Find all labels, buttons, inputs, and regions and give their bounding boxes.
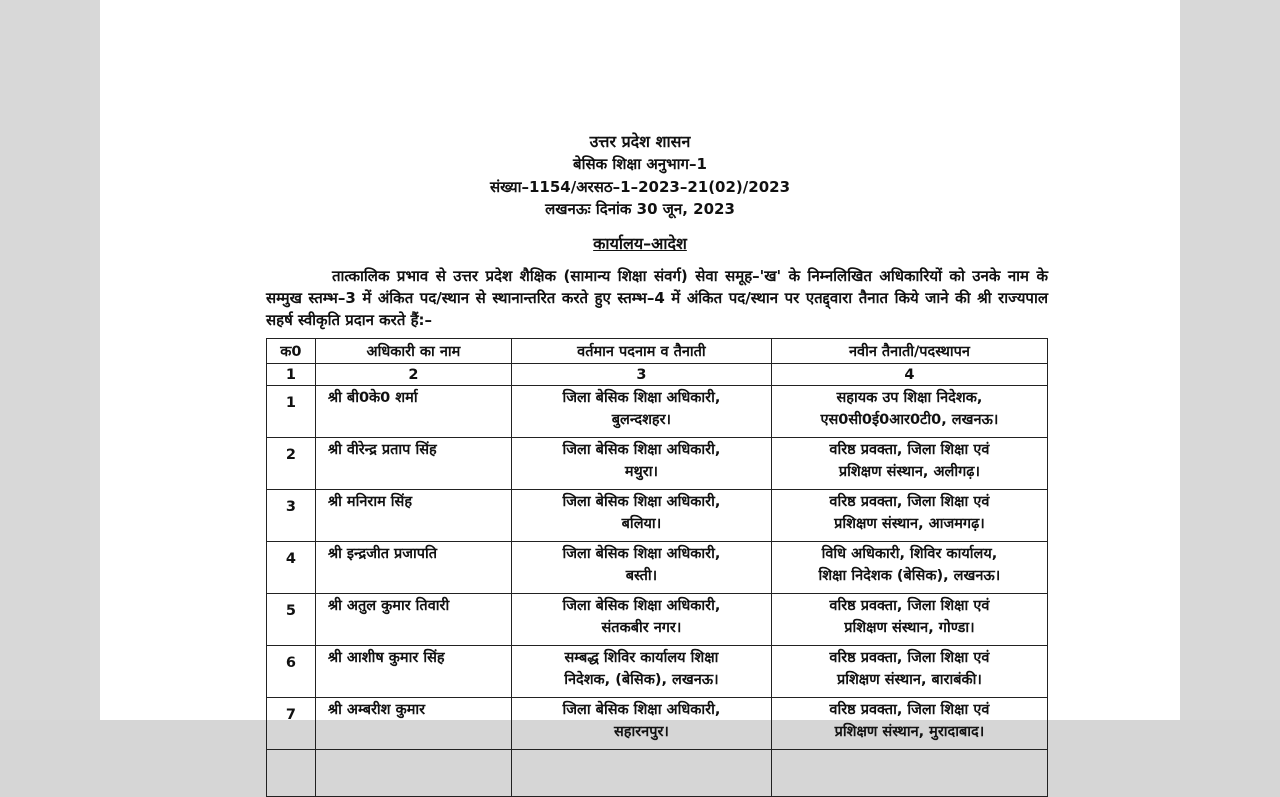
cell-cut-off — [315, 750, 511, 797]
current-post — [512, 438, 772, 490]
column-number: 4 — [771, 364, 1047, 386]
current-post — [512, 594, 772, 646]
current-post — [512, 698, 772, 750]
new-post-line: एस0सी0ई0आर0टी0, लखनऊ। — [820, 412, 999, 428]
new-post-line: प्रशिक्षण संस्थान, गोण्डा। — [844, 620, 975, 636]
new-post-line: वरिष्ठ प्रवक्ता, जिला शिक्षा एवं — [829, 650, 990, 666]
current-post-line: बुलन्दशहर। — [611, 412, 672, 428]
header-new-post: नवीन तैनाती/पदस्थापन — [771, 339, 1047, 364]
current-post-line: मथुरा। — [624, 464, 658, 480]
cell-cut-off — [512, 750, 772, 797]
current-post-line: बलिया। — [621, 516, 662, 532]
officer-name: श्री इन्द्रजीत प्रजापति — [315, 542, 511, 594]
serial-number: 4 — [267, 542, 316, 594]
header-officer-name: अधिकारी का नाम — [315, 339, 511, 364]
current-post-line: जिला बेसिक शिक्षा अधिकारी, — [562, 494, 721, 510]
officer-name: श्री अम्बरीश कुमार — [315, 698, 511, 750]
officer-name: श्री वीरेन्द्र प्रताप सिंह — [315, 438, 511, 490]
column-number-row — [267, 364, 1048, 386]
current-post-line: सम्बद्ध शिविर कार्यालय शिक्षा — [564, 650, 719, 666]
new-post-line: वरिष्ठ प्रवक्ता, जिला शिक्षा एवं — [829, 494, 990, 510]
serial-number: 2 — [267, 438, 316, 490]
header-current-post: वर्तमान पदनाम व तैनाती — [512, 339, 772, 364]
table-header-row — [267, 339, 1048, 364]
table-row — [267, 438, 1048, 490]
current-post-line: निदेशक, (बेसिक), लखनऊ। — [564, 672, 719, 688]
serial-number: 7 — [267, 698, 316, 750]
table-row — [267, 386, 1048, 438]
officer-name: श्री बी0के0 शर्मा — [315, 386, 511, 438]
current-post-line: जिला बेसिक शिक्षा अधिकारी, — [562, 390, 721, 406]
date-line: लखनऊः दिनांक 30 जून, 2023 — [545, 200, 735, 218]
new-post — [771, 698, 1047, 750]
new-post — [771, 438, 1047, 490]
column-number: 2 — [315, 364, 511, 386]
new-post — [771, 542, 1047, 594]
order-title: कार्यालय–आदेश — [593, 234, 687, 253]
table-row — [267, 542, 1048, 594]
new-post — [771, 594, 1047, 646]
new-post — [771, 490, 1047, 542]
serial-number: 1 — [267, 386, 316, 438]
officer-name: श्री अतुल कुमार तिवारी — [315, 594, 511, 646]
current-post — [512, 386, 772, 438]
reference-number: संख्या–1154/अरसठ–1–2023–21(02)/2023 — [489, 178, 791, 196]
serial-number: 5 — [267, 594, 316, 646]
new-post-line: प्रशिक्षण संस्थान, मुरादाबाद। — [834, 724, 985, 740]
current-post-line: जिला बेसिक शिक्षा अधिकारी, — [562, 546, 721, 562]
new-post-line: प्रशिक्षण संस्थान, बाराबंकी। — [836, 672, 982, 688]
table-row — [267, 698, 1048, 750]
current-post-line: बस्ती। — [625, 568, 658, 584]
transfer-table — [266, 338, 1048, 797]
new-post-line: शिक्षा निदेशक (बेसिक), लखनऊ। — [818, 568, 1001, 584]
current-post — [512, 490, 772, 542]
right-margin — [1180, 0, 1280, 720]
serial-number: 6 — [267, 646, 316, 698]
new-post-line: वरिष्ठ प्रवक्ता, जिला शिक्षा एवं — [829, 702, 990, 718]
column-number: 1 — [267, 364, 316, 386]
new-post-line: प्रशिक्षण संस्थान, अलीगढ़। — [838, 464, 980, 480]
current-post — [512, 542, 772, 594]
header-serial: क0 — [267, 339, 316, 364]
document-page — [100, 0, 1180, 740]
new-post-line: सहायक उप शिक्षा निदेशक, — [836, 390, 983, 406]
officer-name: श्री आशीष कुमार सिंह — [315, 646, 511, 698]
new-post-line: प्रशिक्षण संस्थान, आजमगढ़। — [834, 516, 985, 532]
current-post-line: संतकबीर नगर। — [601, 620, 682, 636]
column-number: 3 — [512, 364, 772, 386]
current-post-line: जिला बेसिक शिक्षा अधिकारी, — [562, 442, 721, 458]
current-post-line: जिला बेसिक शिक्षा अधिकारी, — [562, 702, 721, 718]
current-post-line: जिला बेसिक शिक्षा अधिकारी, — [562, 598, 721, 614]
serial-number: 3 — [267, 490, 316, 542]
new-post — [771, 646, 1047, 698]
table-row — [267, 594, 1048, 646]
current-post-line: सहारनपुर। — [613, 724, 669, 740]
govt-title: उत्तर प्रदेश शासन — [589, 132, 691, 151]
new-post-line: वरिष्ठ प्रवक्ता, जिला शिक्षा एवं — [829, 442, 990, 458]
cell-cut-off — [771, 750, 1047, 797]
new-post-line: वरिष्ठ प्रवक्ता, जिला शिक्षा एवं — [829, 598, 990, 614]
new-post — [771, 386, 1047, 438]
cell-cut-off — [267, 750, 316, 797]
new-post-line: विधि अधिकारी, शिविर कार्यालय, — [821, 546, 998, 562]
left-margin — [0, 0, 100, 720]
table-row — [267, 646, 1048, 698]
officer-name: श्री मनिराम सिंह — [315, 490, 511, 542]
order-paragraph: तात्कालिक प्रभाव से उत्तर प्रदेश शैक्षिक (सामान्य शिक्षा संवर्ग) सेवा समूह–'ख' के निम्नलिखित अधिकारियों को उनके नाम के सम्मुख स्तम्भ–3 में अंकित पद/स्थान से स्थानान्तरित करते हुए स्तम्भ–4 में अंकित पद/स्थान पर एतद्द्वारा तैनात किये जाने की श्री राज्यपाल सहर्ष स्वीकृति प्रदान करते हैं:– — [266, 267, 1048, 329]
table-row-partial — [267, 750, 1048, 797]
table-row — [267, 490, 1048, 542]
current-post — [512, 646, 772, 698]
department-title: बेसिक शिक्षा अनुभाग–1 — [573, 155, 707, 173]
